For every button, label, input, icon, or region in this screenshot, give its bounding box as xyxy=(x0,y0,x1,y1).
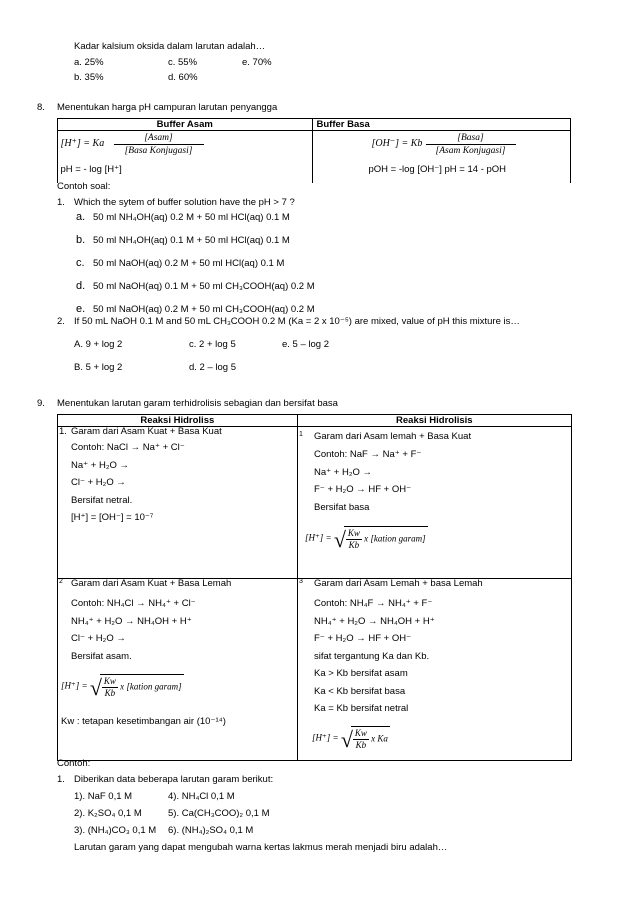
q1-option-text: 50 ml NaOH(aq) 0.1 M + 50 ml CH₃COOH(aq) 0.2 M xyxy=(93,281,315,292)
q1-option-letter: d. xyxy=(76,280,86,292)
base-formula-denominator: [Asam Konjugasi] xyxy=(435,145,506,156)
ex9-q1-stem: Diberikan data beberapa larutan garam berikut: xyxy=(74,774,274,785)
salt-4: 4). NH₄Cl 0,1 M xyxy=(168,791,235,802)
c4-formula-numerator: Kw xyxy=(354,728,367,738)
section-9-title: Menentukan larutan garam terhidrolisis sebagian dan bersifat basa xyxy=(57,398,338,409)
example9-label: Contoh: xyxy=(57,758,91,769)
q1-option-text: 50 ml NaOH(aq) 0.2 M + 50 ml CH₃COOH(aq) 0.2 M xyxy=(93,304,315,315)
salt-1: 1). NaF 0,1 M xyxy=(74,791,133,802)
buffer-base-formula-cell xyxy=(312,131,571,184)
q2-option-c: c. 2 + log 5 xyxy=(189,339,236,350)
option-a: a. 25% xyxy=(74,57,104,68)
sqrt-icon: √ $\frac{Kw}{Kb}$ x [kation garam] xyxy=(89,675,182,700)
q1-option-letter: c. xyxy=(76,257,85,269)
salt-3: 3). (NH₄)CO₃ 0,1 M xyxy=(74,825,157,836)
q2-option-b: B. 5 + log 2 xyxy=(74,362,123,373)
acid-formula-fraction xyxy=(114,132,204,157)
acid-ph-formula: pH = - log [H⁺] xyxy=(60,163,122,175)
section-8-number: 8. xyxy=(37,102,45,113)
c4-line: sifat tergantung Ka dan Kb. xyxy=(314,650,430,662)
c2-title: Garam dari Asam lemah + Basa Kuat xyxy=(314,431,472,442)
option-d: d. 60% xyxy=(168,72,198,83)
c3-formula-rhs: x [kation garam] xyxy=(120,681,182,692)
q1-option-letter: b. xyxy=(76,234,86,246)
c2-line: Bersifat basa xyxy=(314,501,370,513)
c1-line: [H⁺] = [OH⁻] = 10⁻⁷ xyxy=(71,512,154,523)
sqrt-icon: √ $\frac{Kw}{Kb}$ x [kation garam] xyxy=(333,527,426,552)
q1-option-letter: a. xyxy=(76,211,86,223)
acid-formula-denominator: [Basa Konjugasi] xyxy=(124,145,193,156)
salt-6: 6). (NH₄)₂SO₄ 0,1 M xyxy=(168,825,254,836)
c3-line: Contoh: NH₄Cl → NH₄⁺ + Cl⁻ xyxy=(71,598,196,609)
c4-line: Ka > Kb bersifat asam xyxy=(314,668,408,679)
c3-number: 2 xyxy=(59,578,63,585)
q1-option-text: 50 ml NaOH(aq) 0.2 M + 50 ml HCl(aq) 0.1 M xyxy=(93,258,285,269)
q1-stem: Which the sytem of buffer solution have the pH > 7 ? xyxy=(74,197,295,208)
c4-line: NH₄⁺ + H₂O → NH₄OH + H⁺ xyxy=(314,615,435,627)
c3-line: NH₄⁺ + H₂O → NH₄OH + H⁺ xyxy=(71,615,192,627)
c4-line: Ka < Kb bersifat basa xyxy=(314,685,406,697)
c1-line: Bersifat netral. xyxy=(71,494,133,506)
section-8-title: Menentukan harga pH campuran larutan penyangga xyxy=(57,102,278,113)
salt-5: 5). Ca(CH₃COO)₂ 0,1 M xyxy=(168,808,270,819)
c2-line: F⁻ + H₂O → HF + OH⁻ xyxy=(314,484,412,495)
c2-formula-rhs: x [kation garam] xyxy=(364,533,426,544)
buffer-acid-formula-cell xyxy=(58,131,313,184)
c2-number: 1 xyxy=(299,431,303,438)
salt-2: 2). K₂SO₄ 0,1 M xyxy=(74,808,142,819)
c3-title: Garam dari Asam Kuat + Basa Lemah xyxy=(71,578,232,589)
c4-line: F⁻ + H₂O → HF + OH⁻ xyxy=(314,633,412,644)
ex9-q1-closing: Larutan garam yang dapat mengubah warna kertas lakmus merah menjadi biru adalah… xyxy=(74,842,448,853)
c1-number: 1. xyxy=(59,426,67,437)
base-formula-lhs: [OH⁻] = Kb xyxy=(371,137,423,149)
c4-formula-denominator: Kb xyxy=(355,740,367,750)
c4-line: Ka = Kb bersifat netral xyxy=(314,703,409,714)
base-formula-numerator: [Basa] xyxy=(426,132,516,145)
q1-option-letter: e. xyxy=(76,303,86,315)
example-label: Contoh soal: xyxy=(57,181,111,192)
q1-option-text: 50 ml NH₄OH(aq) 0.1 M + 50 ml HCl(aq) 0.1 M xyxy=(93,235,290,246)
header-hydrolysis-left: Reaksi Hidroliss xyxy=(58,415,298,427)
c3-line: Cl⁻ + H₂O → xyxy=(71,633,126,644)
question-stem: Kadar kalsium oksida dalam larutan adalah… xyxy=(74,41,266,52)
c4-formula-rhs: x Ka xyxy=(371,733,388,744)
c3-formula-numerator: Kw xyxy=(103,676,116,686)
ex9-q1-number: 1. xyxy=(57,774,65,785)
c2-line: Na⁺ + H₂O → xyxy=(314,466,373,478)
q1-option-text: 50 ml NH₄OH(aq) 0.2 M + 50 ml HCl(aq) 0.1 M xyxy=(93,212,290,223)
c3-formula xyxy=(61,674,184,699)
c3-note: Kw : tetapan kesetimbangan air (10⁻¹⁴) xyxy=(61,716,226,727)
q2-option-e: e. 5 – log 2 xyxy=(282,339,330,350)
q2-stem: If 50 mL NaOH 0.1 M and 50 mL CH₃COOH 0.2 M (Ka = 2 x 10⁻⁵) are mixed, value of pH this mixture is… xyxy=(74,316,520,327)
sqrt-icon: √ $\frac{Kw}{Kb}$ x Ka xyxy=(340,727,388,752)
c4-title: Garam dari Asam Lemah + basa Lemah xyxy=(314,578,483,589)
buffer-table xyxy=(57,118,571,183)
acid-formula-numerator: [Asam] xyxy=(114,132,204,145)
c4-line: Contoh: NH₄F → NH₄⁺ + F⁻ xyxy=(314,598,433,609)
acid-formula-lhs: [H⁺] = Ka xyxy=(60,137,105,149)
c1-line: Cl⁻ + H₂O → xyxy=(71,477,126,488)
c3-formula-denominator: Kb xyxy=(104,688,116,698)
c4-formula-lhs: [H⁺] = xyxy=(312,732,339,743)
header-buffer-acid: Buffer Asam xyxy=(58,119,313,131)
header-hydrolysis-right: Reaksi Hidrolisis xyxy=(297,415,571,427)
c2-formula-denominator: Kb xyxy=(348,540,360,550)
base-ph-formula: pOH = -log [OH⁻] pH = 14 - pOH xyxy=(368,163,507,175)
c1-title: Garam dari Asam Kuat + Basa Kuat xyxy=(71,426,222,437)
option-b: b. 35% xyxy=(74,72,104,83)
c4-number: 3 xyxy=(299,578,303,585)
c1-line: Na⁺ + H₂O → xyxy=(71,459,130,471)
q2-option-d: d. 2 – log 5 xyxy=(189,362,237,373)
c3-formula-lhs: [H⁺] = xyxy=(61,680,88,691)
q2-option-a: A. 9 + log 2 xyxy=(74,339,123,350)
option-c: c. 55% xyxy=(168,57,198,68)
c3-line: Bersifat asam. xyxy=(71,650,132,662)
c4-formula xyxy=(312,726,390,751)
c2-formula-numerator: Kw xyxy=(347,528,360,538)
c1-line: Contoh: NaCl → Na⁺ + Cl⁻ xyxy=(71,442,185,453)
c2-formula xyxy=(305,526,428,551)
header-buffer-base: Buffer Basa xyxy=(312,119,571,131)
q1-number: 1. xyxy=(57,197,65,208)
section-9-number: 9. xyxy=(37,398,45,409)
option-e: e. 70% xyxy=(242,57,272,68)
c2-formula-lhs: [H⁺] = xyxy=(305,532,332,543)
c2-line: Contoh: NaF → Na⁺ + F⁻ xyxy=(314,449,422,460)
q2-number: 2. xyxy=(57,316,65,327)
base-formula-fraction xyxy=(426,132,516,157)
